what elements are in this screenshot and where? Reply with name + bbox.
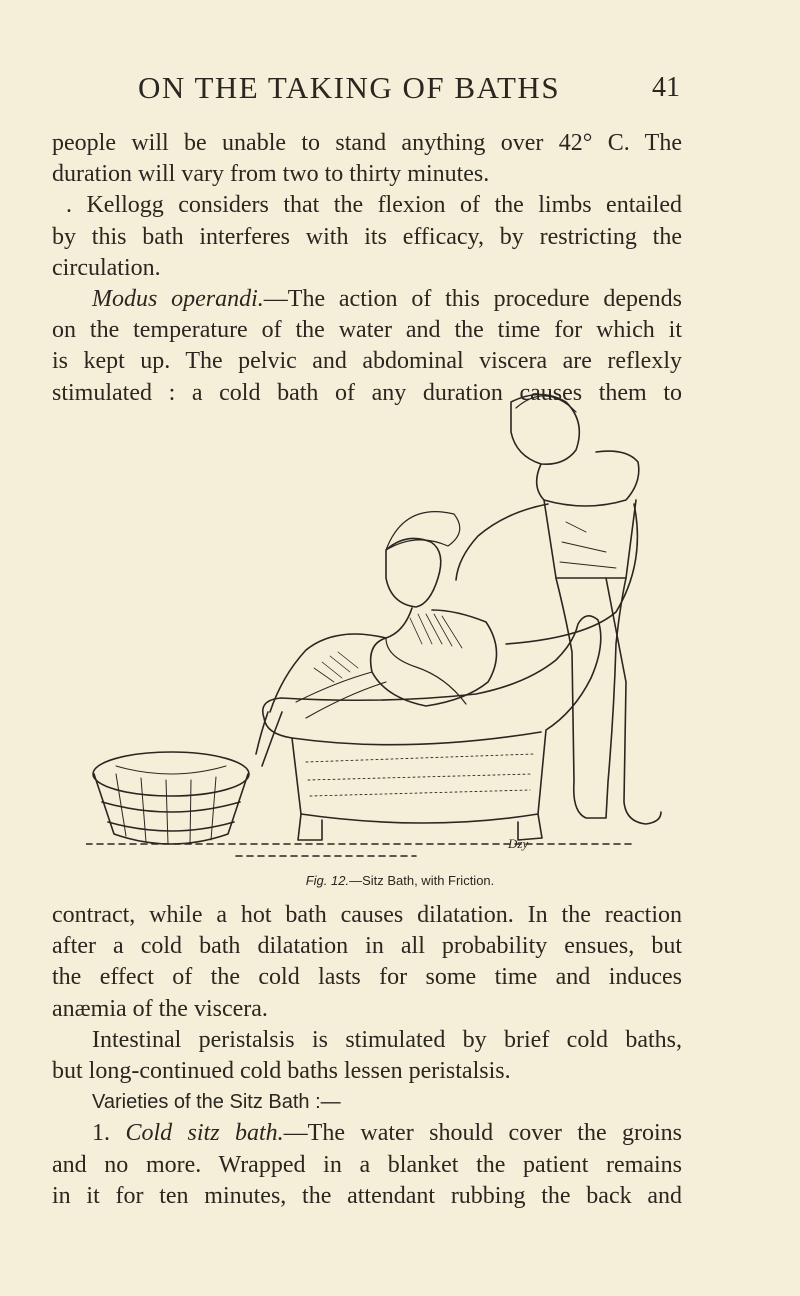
text-line: circulation. <box>52 254 161 281</box>
text-line: people will be unable to stand anything over 42° C. The <box>52 130 682 156</box>
top-paragraphs <box>52 128 682 409</box>
text-line: . Kellogg considers that the flexion of the limbs entailed <box>66 192 682 219</box>
figure-caption-text: —Sitz Bath, with Friction. <box>349 873 495 888</box>
text-line: in it for ten minutes, the attendant rubbing the back and <box>52 1182 682 1209</box>
text-line <box>52 284 682 315</box>
text-line <box>52 1118 682 1149</box>
cold-sitz-bath-text: —The water should cover the groins <box>283 1120 683 1147</box>
text-line: by this bath interferes with its efficacy, by restricting the <box>52 223 682 250</box>
text-line: stimulated : a cold bath of any duration causes them to <box>52 379 682 406</box>
modus-operandi-text: —The action of this procedure depends <box>263 285 682 312</box>
figure-number: Fig. 12. <box>305 873 350 888</box>
bottom-paragraphs <box>52 900 682 1212</box>
running-header <box>138 70 698 114</box>
text-line: the effect of the cold lasts for some time and induces <box>52 964 682 991</box>
text-line: Intestinal peristalsis is stimulated by brief cold baths, <box>92 1026 682 1053</box>
cold-sitz-bath-label: Cold sitz bath. <box>125 1120 284 1147</box>
text-line: on the temperature of the water and the time for which it <box>52 317 682 344</box>
modus-operandi-label: Modus operandi. <box>92 285 264 312</box>
text-line: anæmia of the viscera. <box>52 995 268 1022</box>
list-number: 1. <box>92 1120 126 1147</box>
artist-signature: Dzy <box>508 836 529 851</box>
text-line: but long-continued cold baths lessen peristalsis. <box>52 1057 511 1084</box>
text-line: is kept up. The pelvic and abdominal viscera are reflexly <box>52 348 682 375</box>
text-line: duration will vary from two to thirty minutes. <box>52 161 490 188</box>
figure-caption <box>0 873 800 888</box>
text-line: after a cold bath dilatation in all probability ensues, but <box>52 933 682 960</box>
text-line: and no more. Wrapped in a blanket the patient remains <box>52 1151 682 1178</box>
sitz-bath-illustration <box>86 382 696 867</box>
page-title: ON THE TAKING OF BATHS <box>138 70 561 105</box>
page-number: 41 <box>652 72 680 103</box>
text-line: contract, while a hot bath causes dilatation. In the reaction <box>52 902 682 928</box>
varieties-subheading: Varieties of the Sitz Bath :— <box>92 1091 341 1114</box>
